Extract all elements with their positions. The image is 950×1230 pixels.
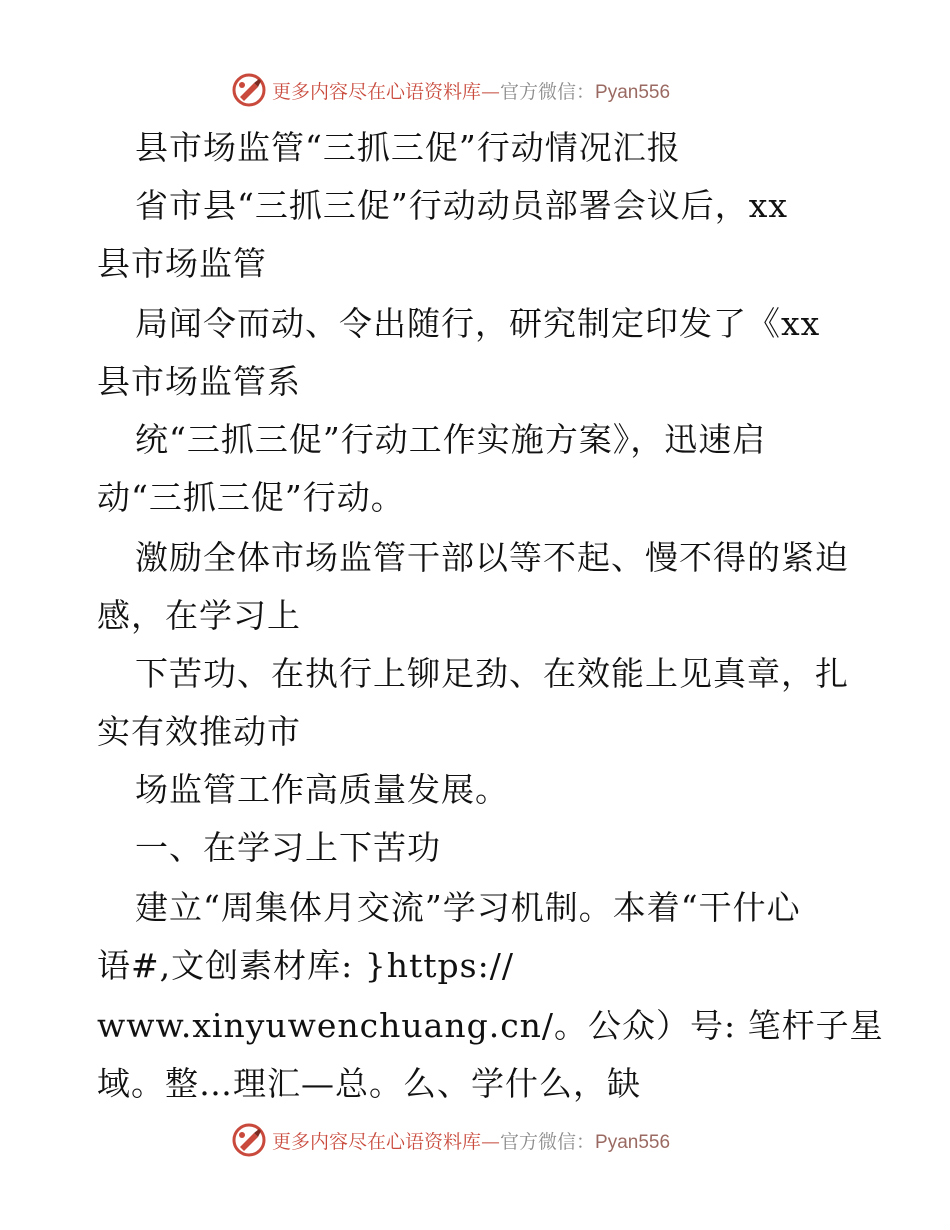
paragraph-line: 语#,文创素材库: }https:// [97,946,514,985]
logo-icon [232,73,266,107]
banner-text: 更多内容尽在心语资料库 [272,80,482,103]
paragraph-line: 动“三抓三促”行动。 [97,478,405,517]
paragraph-line: 局闻令而动、令出随行，研究制定印发了《xx [135,304,821,343]
paragraph-line: 域。整…理汇—总。么、学什么，缺 [97,1064,641,1103]
paragraph-line: 感，在学习上 [97,596,301,635]
logo-icon [232,1123,266,1157]
banner-text: 更多内容尽在心语资料库 [272,1130,482,1153]
paragraph-line: 场监管工作高质量发展。 [135,770,509,809]
banner-wechat-id: Pyan556 [595,1131,671,1153]
footer-watermark-banner [232,1120,712,1160]
document-title: 县市场监管“三抓三促”行动情况汇报 [135,128,681,167]
paragraph-line: www.xinyuwenchuang.cn/。公众）号: 笔杆子星 [97,1006,884,1045]
section-heading: 一、在学习上下苦功 [135,828,441,867]
banner-text-group [272,1127,670,1154]
paragraph-line: 统“三抓三促”行动工作实施方案》，迅速启 [135,420,767,459]
banner-separator: — [481,80,501,103]
header-watermark-banner [232,70,712,110]
banner-text-group [272,77,670,104]
banner-separator: — [481,1130,501,1153]
paragraph-line: 下苦功、在执行上铆足劲、在效能上见真章，扎 [135,654,849,693]
paragraph-line: 省市县“三抓三促”行动动员部署会议后，xx [135,186,788,225]
banner-wechat-id: Pyan556 [595,81,671,103]
paragraph-line: 实有效推动市 [97,712,301,751]
banner-label: 官方微信： [500,1130,596,1153]
paragraph-line: 激励全体市场监管干部以等不起、慢不得的紧迫 [135,538,849,577]
banner-label: 官方微信： [500,80,596,103]
paragraph-line: 县市场监管系 [97,362,301,401]
paragraph-line: 县市场监管 [97,244,267,283]
paragraph-line: 建立“周集体月交流”学习机制。本着“干什心 [135,888,801,927]
